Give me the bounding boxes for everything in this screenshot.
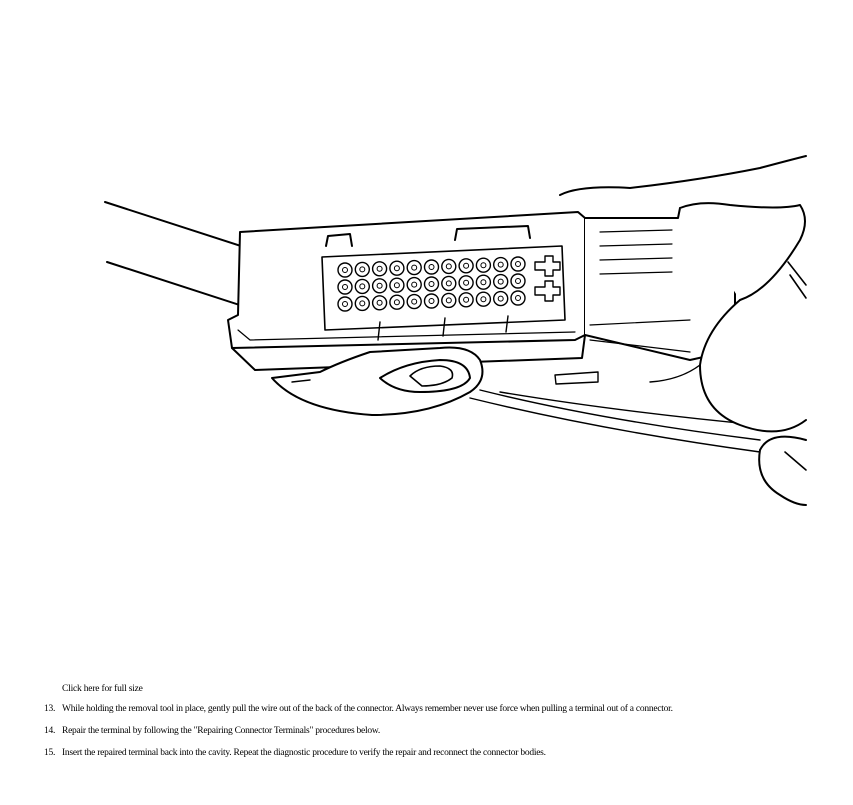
lock-lever-icon: [272, 348, 598, 416]
step-number: 13.: [44, 704, 56, 714]
step-text: Insert the repaired terminal back into the cavity. Repeat the diagnostic procedure to verify the repair and reconnect the connector bodies.: [62, 748, 546, 758]
step-number: 14.: [44, 726, 56, 736]
step-number: 15.: [44, 748, 56, 758]
step-text: Repair the terminal by following the "Repairing Connector Terminals" procedures below.: [62, 726, 380, 736]
figure-caption-link[interactable]: Click here for full size: [62, 684, 143, 694]
step-text: While holding the removal tool in place, gently pull the wire out of the back of the connector. Always remember never use force when pulling a terminal out of a connector.: [62, 704, 673, 714]
terminal-cavities-icon: [338, 257, 525, 311]
connector-body-icon: [228, 212, 585, 370]
